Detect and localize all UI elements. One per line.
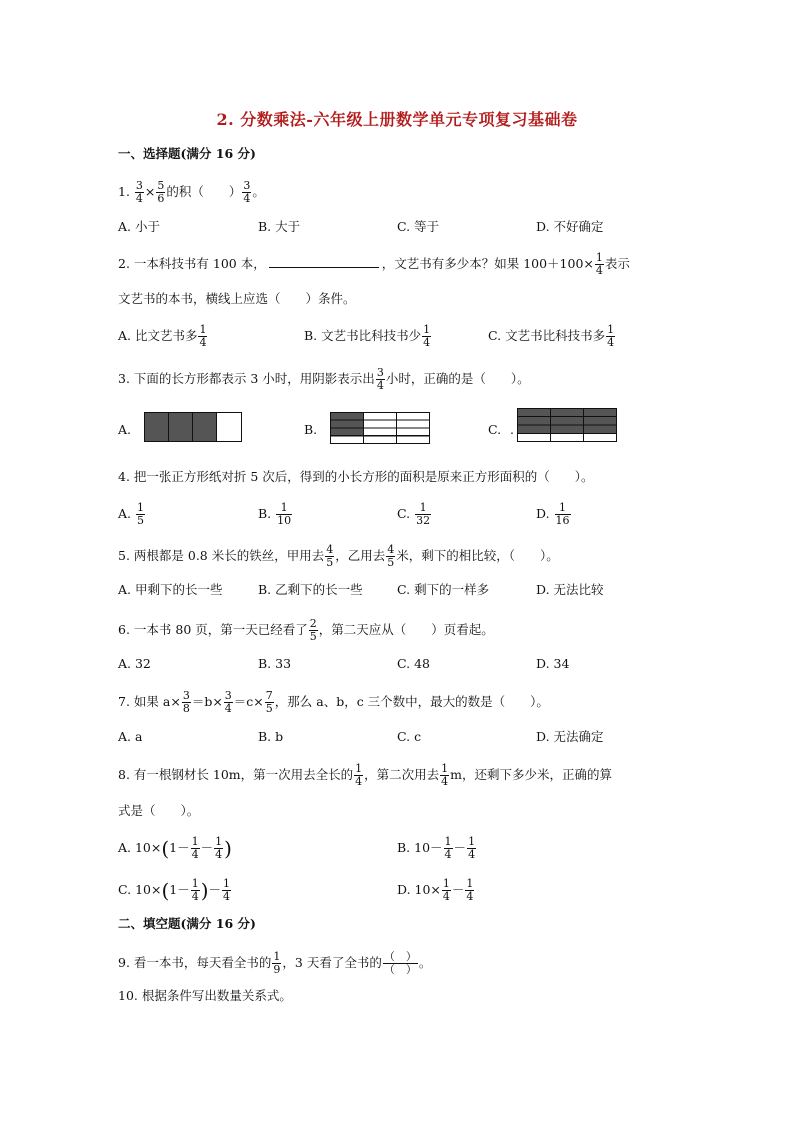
left-paren: ( bbox=[161, 878, 170, 903]
question-text: ，3 天看了全书的 bbox=[282, 955, 382, 970]
question-text: ，那么 a、b，c 三个数中，最大的数是（ ）。 bbox=[274, 694, 549, 709]
times-sign: × bbox=[144, 184, 156, 199]
fraction: $\frac{1}{4}$ bbox=[442, 877, 450, 903]
fraction: $\frac{1}{4}$ bbox=[441, 762, 449, 788]
question-text: ，第二天应从（ ）页看起。 bbox=[318, 622, 494, 637]
option-c[interactable]: C. $\frac{1}{32}$ bbox=[397, 501, 431, 527]
option-a[interactable]: A. 32 bbox=[118, 656, 151, 671]
question-text: ，乙用去 bbox=[335, 548, 386, 563]
option-d[interactable]: D. 不好确定 bbox=[536, 219, 604, 234]
option-d[interactable]: D. 无法确定 bbox=[536, 729, 604, 744]
option-b[interactable]: B. $\frac{1}{10}$ bbox=[258, 501, 292, 527]
question-4: 4. 把一张正方形纸对折 5 次后，得到的小长方形的面积是原来正方形面积的（ ）。 bbox=[118, 469, 594, 484]
fraction: $\frac{1}{4}$ bbox=[444, 835, 452, 861]
question-text: 的积（ ） bbox=[166, 184, 242, 199]
question-1 bbox=[118, 180, 265, 205]
question-text: 。 bbox=[418, 955, 432, 970]
question-text: 小时，正确的是（ ）。 bbox=[385, 371, 530, 386]
option-b-rectangle[interactable] bbox=[330, 412, 430, 444]
fraction: $\frac{1}{4}$ bbox=[199, 323, 207, 349]
fraction: $\frac{1}{4}$ bbox=[468, 835, 476, 861]
question-text: 8. 有一根钢材长 10m，第一次用去全长的 bbox=[118, 767, 354, 782]
option-d[interactable]: D. 10× $\frac{1}{4}$ － $\frac{1}{4}$ bbox=[397, 877, 474, 903]
option-b[interactable]: B. 文艺书比科技书少 $\frac{1}{4}$ bbox=[304, 323, 431, 349]
option-d[interactable]: D. 无法比较 bbox=[536, 582, 604, 597]
option-a[interactable]: A. 小于 bbox=[118, 219, 160, 234]
option-b[interactable]: B. 10－ $\frac{1}{4}$ － $\frac{1}{4}$ bbox=[397, 835, 476, 861]
section-heading-choice: 一、选择题(满分 16 分) bbox=[118, 146, 256, 161]
question-text: 米，剩下的相比较，（ ）。 bbox=[396, 548, 559, 563]
option-c[interactable]: C. 10×(1－ $\frac{1}{4}$ )－ $\frac{1}{4}$ bbox=[118, 877, 231, 903]
option-a-rectangle[interactable] bbox=[144, 412, 243, 442]
fraction: $\frac{1}{4}$ bbox=[191, 835, 199, 861]
option-c[interactable]: C. 等于 bbox=[397, 219, 440, 234]
option-b[interactable]: B. 33 bbox=[258, 656, 292, 671]
fraction: $\frac{1}{4}$ bbox=[466, 877, 474, 903]
fraction: $\frac{1}{4}$ bbox=[215, 835, 223, 861]
fraction: $\frac{2}{5}$ bbox=[309, 617, 317, 643]
question-text: 表示 bbox=[604, 256, 630, 271]
option-a[interactable]: A. $\frac{1}{5}$ bbox=[118, 501, 144, 527]
fraction: $\frac{3}{4}$ bbox=[224, 689, 232, 715]
question-text: 5. 两根都是 0.8 米长的铁丝，甲用去 bbox=[118, 548, 325, 563]
fraction: $\frac{3}{8}$ bbox=[182, 689, 190, 715]
question-text: 。 bbox=[252, 184, 265, 199]
right-paren: ) bbox=[200, 878, 209, 903]
question-text: 2. 一本科技书有 100 本， bbox=[118, 256, 266, 271]
option-a[interactable]: A. 比文艺书多 $\frac{1}{4}$ bbox=[118, 323, 207, 349]
option-b[interactable]: B. b bbox=[258, 729, 284, 744]
fraction: $\frac{7}{5}$ bbox=[265, 689, 273, 715]
question-text: 3. 下面的长方形都表示 3 小时，用阴影表示出 bbox=[118, 371, 375, 386]
option-c-label[interactable]: C. bbox=[488, 422, 502, 437]
option-c[interactable]: C. 48 bbox=[397, 656, 430, 671]
question-10: 10. 根据条件写出数量关系式。 bbox=[118, 988, 292, 1003]
section-heading-fill: 二、填空题(满分 16 分) bbox=[118, 916, 256, 931]
question-9 bbox=[118, 951, 431, 976]
fraction: $\frac{1}{9}$ bbox=[273, 950, 281, 976]
option-d[interactable]: D. 34 bbox=[536, 656, 570, 671]
question-text: ＝b× bbox=[191, 694, 223, 709]
option-a[interactable]: A. 10×(1－ $\frac{1}{4}$ － $\frac{1}{4}$ ) bbox=[118, 835, 232, 861]
fraction: $\frac{1}{4}$ bbox=[223, 877, 231, 903]
fraction: $\frac{4}{5}$ bbox=[387, 543, 395, 569]
question-text: 7. 如果 a× bbox=[118, 694, 181, 709]
fraction: $\frac{1}{4}$ bbox=[191, 877, 199, 903]
fraction: $\frac{1}{4}$ bbox=[607, 323, 615, 349]
option-c[interactable]: C. 剩下的一样多 bbox=[397, 582, 490, 597]
question-number: 1. bbox=[118, 184, 130, 199]
option-c[interactable]: C. 文艺书比科技书多 $\frac{1}{4}$ bbox=[488, 323, 615, 349]
question-2 bbox=[118, 252, 630, 277]
fraction: $\frac{1}{4}$ bbox=[355, 762, 363, 788]
answer-blank-line[interactable] bbox=[269, 255, 379, 268]
fraction: $\frac{5}{6}$ bbox=[157, 179, 165, 205]
option-c[interactable]: C. c bbox=[397, 729, 422, 744]
left-paren: ( bbox=[161, 836, 170, 861]
question-text: 9. 看一本书，每天看全书的 bbox=[118, 955, 272, 970]
option-b[interactable]: B. 乙剩下的长一些 bbox=[258, 582, 363, 597]
question-6 bbox=[118, 618, 494, 643]
fraction: $\frac{1}{4}$ bbox=[595, 251, 603, 277]
option-b[interactable]: B. 大于 bbox=[258, 219, 301, 234]
question-text: ，文艺书有多少本？如果 100＋100× bbox=[381, 256, 594, 271]
option-c-dot: . bbox=[510, 422, 514, 437]
option-a[interactable]: A. 甲剩下的长一些 bbox=[118, 582, 223, 597]
option-b-label[interactable]: B. bbox=[304, 422, 318, 437]
fraction: $\frac{3}{4}$ bbox=[135, 179, 143, 205]
question-8 bbox=[118, 763, 612, 788]
question-text: 6. 一本书 80 页，第一天已经看了 bbox=[118, 622, 308, 637]
question-text: m，还剩下多少米，正确的算 bbox=[450, 767, 613, 782]
option-c-rectangle[interactable] bbox=[517, 408, 617, 442]
right-paren: ) bbox=[224, 836, 232, 861]
fraction: $\frac{1}{5}$ bbox=[137, 501, 144, 527]
question-text: ，第二次用去 bbox=[364, 767, 440, 782]
fraction: $\frac{4}{5}$ bbox=[326, 543, 334, 569]
question-8-line-2: 式是（ ）。 bbox=[118, 803, 200, 818]
question-7 bbox=[118, 690, 549, 715]
page-title: 2. 分数乘法-六年级上册数学单元专项复习基础卷 bbox=[216, 110, 578, 129]
question-text: ＝c× bbox=[233, 694, 264, 709]
fraction: $\frac{1}{10}$ bbox=[277, 501, 292, 527]
fraction: $\frac{1}{4}$ bbox=[423, 323, 431, 349]
fraction: $\frac{3}{4}$ bbox=[243, 179, 251, 205]
fraction: $\frac{3}{4}$ bbox=[376, 366, 384, 392]
answer-fraction-blank[interactable]: $\frac{( )}{( )}$ bbox=[383, 950, 417, 976]
fraction: $\frac{1}{32}$ bbox=[416, 501, 431, 527]
option-a-label[interactable]: A. bbox=[118, 422, 132, 437]
option-d[interactable]: D. $\frac{1}{16}$ bbox=[536, 501, 570, 527]
option-a[interactable]: A. a bbox=[118, 729, 143, 744]
fraction: $\frac{1}{16}$ bbox=[555, 501, 570, 527]
question-5 bbox=[118, 544, 559, 569]
question-3 bbox=[118, 367, 530, 392]
question-2-line-2: 文艺书的本书，横线上应选（ ）条件。 bbox=[118, 291, 356, 306]
